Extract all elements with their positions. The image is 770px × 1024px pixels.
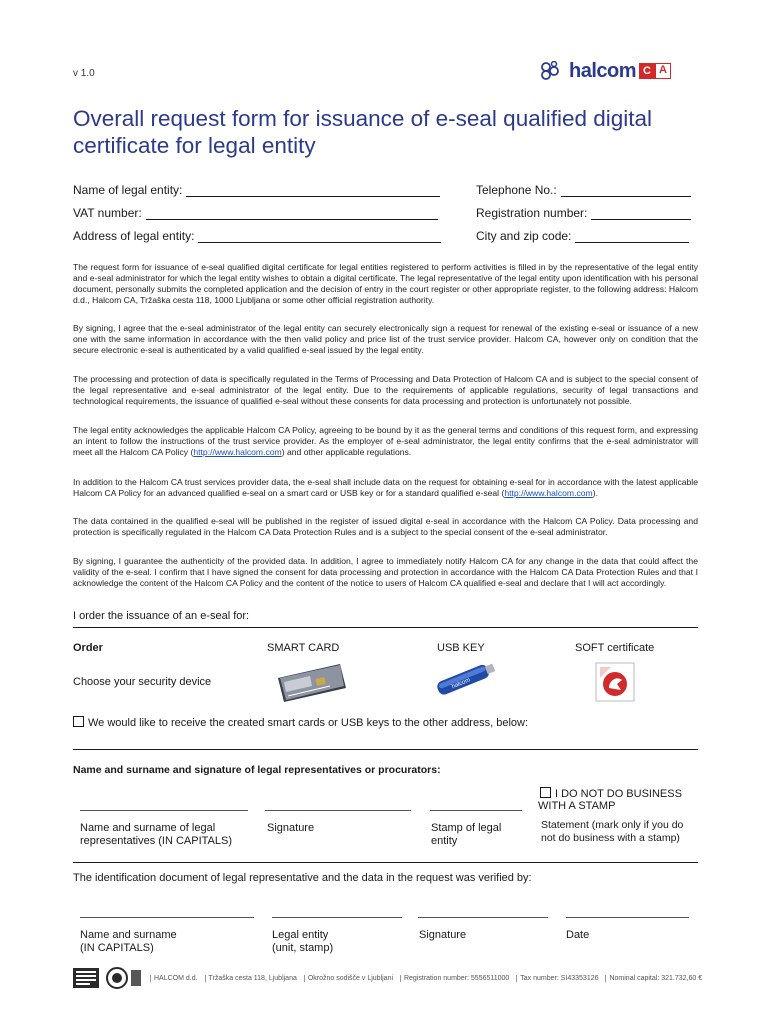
footer-court: Okrožno sodišče v Ljubljani — [304, 975, 396, 982]
rep-signature-line[interactable] — [265, 810, 411, 811]
rep-name-line[interactable] — [80, 810, 248, 811]
logo-a: A — [655, 63, 671, 79]
other-address-checkbox[interactable] — [73, 716, 84, 727]
version-label: v 1.0 — [73, 68, 95, 79]
verification-heading: The identification document of legal representative and the data in the request was verified by: — [73, 872, 532, 884]
vat-number-field[interactable] — [73, 206, 438, 220]
city-zip-field[interactable] — [476, 229, 689, 243]
usb-key-icon[interactable] — [430, 660, 500, 698]
representatives-heading: Name and surname and signature of legal representatives or procurators: — [73, 764, 441, 776]
footer-capital: Nominal capital: 321.732,60 € — [605, 975, 705, 982]
logo-text: halcom — [569, 59, 637, 82]
order-divider — [73, 627, 698, 628]
footer-tax: Tax number: SI43353126 — [516, 975, 601, 982]
no-stamp-checkbox[interactable] — [540, 787, 551, 798]
telephone-line[interactable] — [561, 185, 691, 197]
rep-stamp-line[interactable] — [430, 810, 522, 811]
address-label: Address of legal entity: — [73, 229, 195, 243]
paragraph-guarantee: By signing, I guarantee the authenticity of the provided data. In addition, I agree to immediately notify Halcom CA for any change in the data that could affect the validity of the e-seal. I confirm that I have signed the consent for data processing and protection in accordance with the Halcom CA Data Protection Rules and that I acknowledge the content of the Halcom CA Policy and the content of the notice to users of Halcom CA qualified e-seal and declare that I will act accordingly. — [73, 556, 698, 588]
soft-certificate-label: SOFT certificate — [575, 642, 655, 654]
telephone-label: Telephone No.: — [476, 183, 557, 197]
paragraph-eseal-data: In addition to the Halcom CA trust services provider data, the e-seal shall include data on the request for obtaining e-seal for in accordance with the latest applicable Halcom CA Policy for an advanced qualified e-seal on a smart card or USB key or for a standard qualified e-seal (http://www.halcom.com). — [73, 477, 698, 498]
no-stamp-label-1: I DO NOT DO BUSINESS — [555, 788, 682, 800]
smart-card-label: SMART CARD — [267, 642, 340, 654]
footer-address: Tržaška cesta 118, Ljubljana — [205, 975, 300, 982]
other-address-line[interactable] — [73, 749, 698, 750]
registration-number-line[interactable] — [591, 208, 691, 220]
city-zip-label: City and zip code: — [476, 229, 572, 243]
order-intro: I order the issuance of an e-seal for: — [73, 610, 250, 622]
paragraph-data-processing: The processing and protection of data is specifically regulated in the Terms of Processing and Data Protection of Halcom CA and is subject to the special consent of the legal representative and e-seal administrator of the legal entity. Due to the requirements of applicable regulations, security of legal transactions and technological requirements, the issuance of qualified e-seal without these consents for data processing and protection is unfortunately not possible. — [73, 374, 698, 406]
verifier-name-caption: Name and surname (IN CAPITALS) — [80, 929, 177, 954]
halcom-link-2[interactable]: http://www.halcom.com — [504, 487, 593, 498]
halcom-logo — [540, 60, 671, 82]
verifier-signature-caption: Signature — [419, 929, 467, 941]
paragraph-register: The data contained in the qualified e-seal will be published in the register of issued digital e-seal in accordance with the Halcom CA Policy. Data processing and protection is specifically regulated in the Halcom CA Data Protection Rules and is a subject to the special consent of the e-seal administrator. — [73, 516, 698, 537]
footer-company: HALCOM d.d. — [150, 975, 201, 982]
verifier-signature-line[interactable] — [418, 917, 548, 918]
paragraph-renewal: By signing, I agree that the e-seal administrator of the legal entity can securely electronically sign a request for renewal of the existing e-seal or issuance of a new one with the same information in accordance with the then valid policy and price list of the trust service provider. Halcom CA, however only on condition that the secure electronic e-seal is authenticated by a valid qualified e-seal issued by the legal entity. — [73, 323, 698, 355]
paragraph-submission: The request form for issuance of e-seal qualified digital certificate for legal entities registered to perform activities is filled in by the representative of the legal entity and e-seal administrator for which the legal entity wishes to obtain a digital certificate. The legal representative of the legal entity upon identification with his personal document, personally submits the completed application and the decision of entry in the court register or other appropriate register, to the following address: Halcom d.d., Halcom CA, Tržaška cesta 118, 1000 Ljubljana or some other official registration authority. — [73, 262, 698, 305]
other-address-label: We would like to receive the created smart cards or USB keys to the other address, below: — [88, 717, 528, 729]
logo-ca-badge — [639, 63, 671, 79]
vat-number-line[interactable] — [146, 208, 438, 220]
no-stamp-option[interactable] — [540, 787, 682, 800]
verifier-entity-caption: Legal entity (unit, stamp) — [272, 929, 334, 954]
order-label: Order — [73, 642, 103, 654]
city-zip-line[interactable] — [575, 231, 689, 243]
logo-c: C — [639, 63, 655, 79]
address-line[interactable] — [198, 231, 441, 243]
legal-entity-name-field[interactable] — [73, 183, 440, 197]
no-stamp-label-2: WITH A STAMP — [538, 800, 616, 812]
registration-number-label: Registration number: — [476, 206, 588, 220]
halcom-link[interactable]: http://www.halcom.com — [193, 446, 282, 457]
soft-certificate-icon[interactable] — [595, 662, 635, 702]
verifier-date-caption: Date — [566, 929, 590, 941]
other-address-option[interactable] — [73, 716, 528, 729]
footer — [148, 975, 705, 982]
verifier-date-line[interactable] — [566, 917, 689, 918]
representatives-divider — [73, 862, 698, 863]
legal-entity-name-label: Name of legal entity: — [73, 183, 183, 197]
usb-brand: halcom — [451, 677, 472, 691]
smart-card-icon[interactable] — [270, 660, 350, 706]
paragraph-policy: The legal entity acknowledges the applicable Halcom CA Policy, agreeing to be bound by it as the general terms and conditions of this request form, and expressing an intent to follow the instructions of the trust service provider. As the employer of e-seal administrator, the legal entity confirms that the e-seal administrator will meet all the Halcom CA Policy (http://www.halcom.com) and other applicable regulations. — [73, 425, 698, 457]
verifier-entity-line[interactable] — [272, 917, 402, 918]
page-title: Overall request form for issuance of e-seal qualified digital certificate for legal entity — [73, 106, 653, 158]
rep-name-caption: Name and surname of legal representatives (IN CAPITALS) — [80, 822, 233, 847]
choose-device-label: Choose your security device — [73, 676, 212, 688]
registration-number-field[interactable] — [476, 206, 691, 220]
vat-number-label: VAT number: — [73, 206, 142, 220]
halcom-logo-mark-icon — [540, 61, 568, 81]
telephone-field[interactable] — [476, 183, 691, 197]
rep-signature-caption: Signature — [267, 822, 315, 834]
certification-logos-icon — [73, 966, 143, 990]
usb-key-label: USB KEY — [437, 642, 485, 654]
footer-registration: Registration number: 5556511000 — [400, 975, 512, 982]
rep-stamp-caption: Stamp of legal entity — [431, 822, 502, 847]
statement-caption: Statement (mark only if you do not do business with a stamp) — [541, 819, 684, 844]
verifier-name-line[interactable] — [80, 917, 254, 918]
legal-entity-name-line[interactable] — [186, 185, 440, 197]
address-field[interactable] — [73, 229, 441, 243]
